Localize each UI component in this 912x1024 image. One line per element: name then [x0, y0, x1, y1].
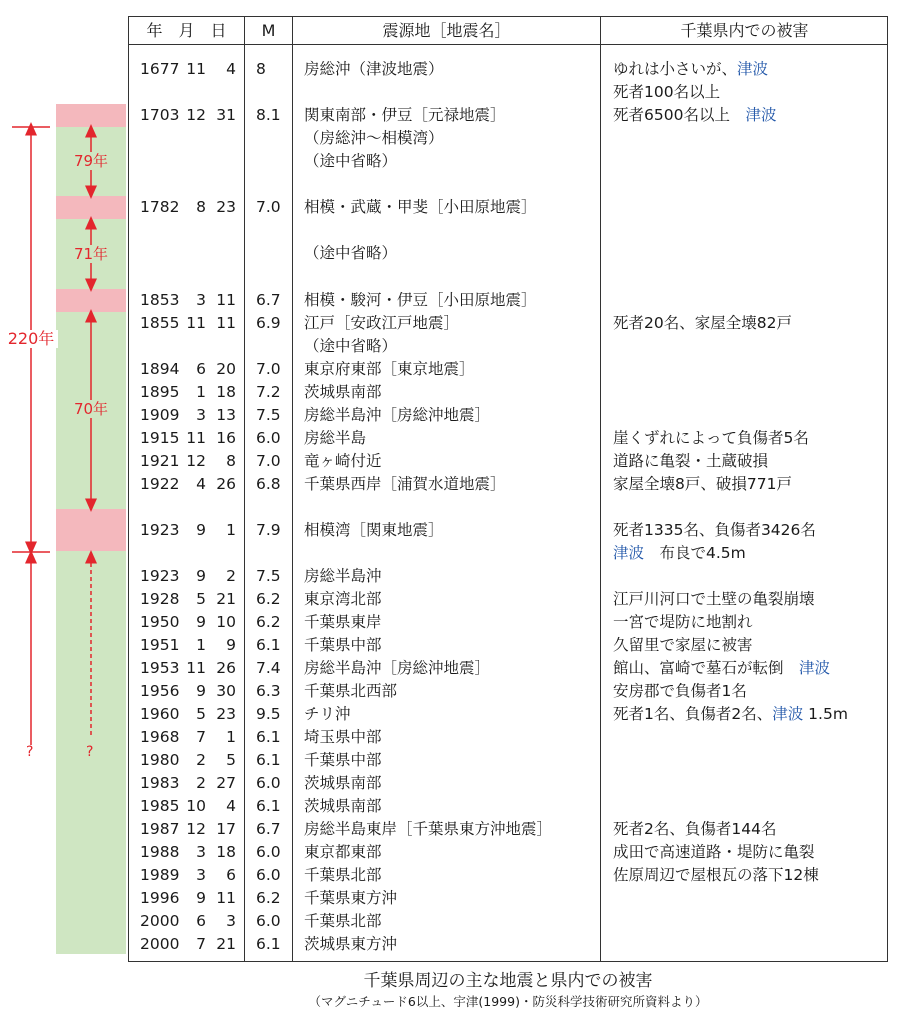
date-month: 3: [196, 843, 206, 861]
damage-text: 布良で4.5m: [644, 544, 746, 562]
row-magnitude: 6.2: [256, 889, 281, 907]
damage-text: 成田で高速道路・堤防に亀裂: [613, 843, 815, 861]
date-day: 18: [216, 383, 236, 401]
row-epicenter: （途中省略）: [304, 152, 398, 170]
row-magnitude: 6.7: [256, 820, 281, 838]
row-damage: [613, 611, 883, 634]
date-month: 2: [196, 751, 206, 769]
row-date: [140, 680, 240, 703]
row-epicenter: 茨城県南部: [304, 383, 382, 401]
row-date: [140, 381, 240, 404]
row-date: [140, 657, 240, 680]
row-damage: [613, 58, 883, 81]
row-magnitude: 7.5: [256, 406, 281, 424]
date-year: 1923: [140, 521, 180, 539]
date-day: 17: [216, 820, 236, 838]
row-epicenter: 千葉県北西部: [304, 682, 398, 700]
date-year: 1980: [140, 751, 180, 769]
row-magnitude: 7.5: [256, 567, 281, 585]
date-day: 26: [216, 659, 236, 677]
damage-text: 一宮で堤防に地割れ: [613, 613, 753, 631]
row-date: [140, 933, 240, 956]
row-magnitude: 6.1: [256, 751, 281, 769]
row-date: [140, 726, 240, 749]
damage-text: 道路に亀裂・土蔵破損: [613, 452, 769, 470]
row-magnitude: 6.0: [256, 429, 281, 447]
row-date: [140, 864, 240, 887]
row-epicenter: 房総半島沖［房総沖地震］: [304, 406, 491, 424]
date-month: 1: [196, 636, 206, 654]
tsunami-note: 津波: [745, 106, 777, 124]
tsunami-note: 津波: [613, 544, 645, 562]
date-day: 27: [216, 774, 236, 792]
interval-label-79: 79年: [66, 152, 116, 170]
row-epicenter: 東京府東部［東京地震］: [304, 360, 475, 378]
row-magnitude: 6.3: [256, 682, 281, 700]
date-month: 9: [196, 889, 206, 907]
row-epicenter: 房総半島沖［房総沖地震］: [304, 659, 491, 677]
date-month: 12: [186, 820, 206, 838]
date-day: 9: [226, 636, 236, 654]
damage-text: 安房郡で負傷者1名: [613, 682, 747, 700]
date-year: 1987: [140, 820, 180, 838]
row-damage: [613, 427, 883, 450]
date-month: 2: [196, 774, 206, 792]
date-day: 10: [216, 613, 236, 631]
date-year: 1988: [140, 843, 180, 861]
date-day: 23: [216, 705, 236, 723]
row-magnitude: 7.0: [256, 198, 281, 216]
date-month: 4: [196, 475, 206, 493]
date-day: 21: [216, 935, 236, 953]
row-magnitude: 6.0: [256, 774, 281, 792]
row-epicenter: 相模湾［関東地震］: [304, 521, 444, 539]
date-year: 1960: [140, 705, 180, 723]
damage-text: 江戸川河口で土壁の亀裂崩壊: [613, 590, 815, 608]
row-date: [140, 404, 240, 427]
date-year: 1782: [140, 198, 180, 216]
date-month: 9: [196, 521, 206, 539]
damage-text: 1.5m: [803, 705, 848, 723]
damage-text: 死者1335名、負傷者3426名: [613, 521, 816, 539]
date-day: 11: [216, 314, 236, 332]
row-damage: [613, 703, 883, 726]
date-day: 13: [216, 406, 236, 424]
date-day: 21: [216, 590, 236, 608]
row-damage: [613, 542, 883, 565]
row-magnitude: 6.1: [256, 636, 281, 654]
row-date: [140, 427, 240, 450]
row-date: [140, 58, 240, 81]
row-date: [140, 703, 240, 726]
damage-text: 死者1名、負傷者2名、: [613, 705, 773, 723]
row-epicenter: 千葉県西岸［浦賀水道地震］: [304, 475, 506, 493]
row-epicenter: 関東南部・伊豆［元禄地震］: [304, 106, 506, 124]
damage-text: 死者6500名以上: [613, 106, 746, 124]
date-day: 23: [216, 198, 236, 216]
date-year: 1894: [140, 360, 180, 378]
row-epicenter: 江戸［安政江戸地震］: [304, 314, 460, 332]
date-day: 3: [226, 912, 236, 930]
row-magnitude: 8.1: [256, 106, 281, 124]
date-year: 1909: [140, 406, 180, 424]
tsunami-note: 津波: [772, 705, 804, 723]
date-day: 2: [226, 567, 236, 585]
future-question-left: ?: [26, 744, 34, 760]
date-month: 6: [196, 912, 206, 930]
row-epicenter: 房総半島沖: [304, 567, 382, 585]
date-year: 1953: [140, 659, 180, 677]
date-year: 1983: [140, 774, 180, 792]
damage-text: 家屋全壊8戸、破損771戸: [613, 475, 792, 493]
row-magnitude: 6.7: [256, 291, 281, 309]
row-magnitude: 7.0: [256, 452, 281, 470]
damage-text: 死者2名、負傷者144名: [613, 820, 777, 838]
date-month: 12: [186, 452, 206, 470]
date-year: 1895: [140, 383, 180, 401]
row-magnitude: 6.2: [256, 613, 281, 631]
row-epicenter: 房総半島東岸［千葉県東方沖地震］: [304, 820, 553, 838]
row-date: [140, 588, 240, 611]
date-year: 1989: [140, 866, 180, 884]
date-day: 1: [226, 728, 236, 746]
date-month: 5: [196, 590, 206, 608]
col-divider-1: [244, 16, 245, 962]
row-magnitude: 6.0: [256, 866, 281, 884]
row-epicenter: 相模・駿河・伊豆［小田原地震］: [304, 291, 537, 309]
row-epicenter: チリ沖: [304, 705, 351, 723]
row-damage: [613, 634, 883, 657]
row-epicenter: （途中省略）: [304, 244, 398, 262]
row-date: [140, 565, 240, 588]
date-year: 1985: [140, 797, 180, 815]
row-date: [140, 358, 240, 381]
row-damage: [613, 473, 883, 496]
row-damage: [613, 588, 883, 611]
row-epicenter: 千葉県東岸: [304, 613, 382, 631]
row-damage: [613, 312, 883, 335]
row-damage: [613, 657, 883, 680]
row-magnitude: 6.1: [256, 728, 281, 746]
row-epicenter: 相模・武蔵・甲斐［小田原地震］: [304, 198, 537, 216]
row-epicenter: 千葉県東方沖: [304, 889, 398, 907]
date-month: 3: [196, 406, 206, 424]
row-epicenter: 千葉県北部: [304, 912, 382, 930]
date-month: 9: [196, 613, 206, 631]
header-magnitude: M: [261, 21, 276, 40]
row-epicenter: 茨城県南部: [304, 774, 382, 792]
row-epicenter: 埼玉県中部: [304, 728, 382, 746]
row-magnitude: 8: [256, 60, 266, 78]
row-epicenter: 千葉県北部: [304, 866, 382, 884]
date-month: 7: [196, 728, 206, 746]
row-magnitude: 7.4: [256, 659, 281, 677]
date-year: 1855: [140, 314, 180, 332]
date-year: 1703: [140, 106, 180, 124]
row-damage: [613, 450, 883, 473]
date-month: 8: [196, 198, 206, 216]
date-day: 18: [216, 843, 236, 861]
date-month: 11: [186, 60, 206, 78]
header-epicenter: 震源地［地震名］: [382, 21, 511, 40]
date-day: 30: [216, 682, 236, 700]
damage-text: 崖くずれによって負傷者5名: [613, 429, 809, 447]
interval-label-70: 70年: [66, 400, 116, 418]
date-month: 5: [196, 705, 206, 723]
date-year: 1853: [140, 291, 180, 309]
date-year: 1921: [140, 452, 180, 470]
row-magnitude: 6.9: [256, 314, 281, 332]
interval-label-220: 220年: [4, 330, 58, 348]
date-day: 6: [226, 866, 236, 884]
date-year: 2000: [140, 935, 180, 953]
date-day: 5: [226, 751, 236, 769]
row-magnitude: 7.9: [256, 521, 281, 539]
row-damage: [613, 680, 883, 703]
row-date: [140, 887, 240, 910]
row-epicenter: 千葉県中部: [304, 751, 382, 769]
figure-source: （マグニチュード6以上、宇津(1999)・防災科学技術研究所資料より）: [308, 994, 708, 1009]
row-date: [140, 473, 240, 496]
future-question-right: ?: [86, 744, 94, 760]
row-magnitude: 9.5: [256, 705, 281, 723]
date-day: 11: [216, 291, 236, 309]
tsunami-note: 津波: [737, 60, 769, 78]
interval-label-71: 71年: [66, 245, 116, 263]
row-date: [140, 196, 240, 219]
row-date: [140, 772, 240, 795]
row-damage: [613, 81, 883, 104]
date-year: 1922: [140, 475, 180, 493]
damage-text: 死者20名、家屋全壊82戸: [613, 314, 792, 332]
date-month: 11: [186, 429, 206, 447]
date-month: 1: [196, 383, 206, 401]
damage-text: 佐原周辺で屋根瓦の落下12棟: [613, 866, 819, 884]
tsunami-note: 津波: [799, 659, 831, 677]
row-date: [140, 104, 240, 127]
damage-text: 死者100名以上: [613, 83, 721, 101]
row-date: [140, 795, 240, 818]
date-day: 8: [226, 452, 236, 470]
row-damage: [613, 104, 883, 127]
row-magnitude: 6.2: [256, 590, 281, 608]
date-month: 10: [186, 797, 206, 815]
date-day: 26: [216, 475, 236, 493]
date-month: 9: [196, 682, 206, 700]
row-epicenter: 東京湾北部: [304, 590, 382, 608]
row-epicenter: 房総沖（津波地震）: [304, 60, 444, 78]
row-epicenter: 茨城県東方沖: [304, 935, 398, 953]
date-day: 31: [216, 106, 236, 124]
date-day: 4: [226, 60, 236, 78]
damage-text: ゆれは小さいが、: [613, 60, 738, 78]
date-year: 1951: [140, 636, 180, 654]
row-date: [140, 611, 240, 634]
row-magnitude: 6.1: [256, 797, 281, 815]
row-epicenter: （房総沖〜相模湾）: [304, 129, 444, 147]
date-month: 11: [186, 314, 206, 332]
date-month: 7: [196, 935, 206, 953]
row-magnitude: 7.2: [256, 383, 281, 401]
row-damage: [613, 864, 883, 887]
row-date: [140, 634, 240, 657]
row-date: [140, 910, 240, 933]
date-year: 1996: [140, 889, 180, 907]
header-divider: [128, 44, 888, 45]
date-year: 1923: [140, 567, 180, 585]
date-month: 3: [196, 866, 206, 884]
row-epicenter: （途中省略）: [304, 337, 398, 355]
date-year: 1928: [140, 590, 180, 608]
row-date: [140, 818, 240, 841]
date-year: 2000: [140, 912, 180, 930]
date-day: 4: [226, 797, 236, 815]
header-damage: 千葉県内での被害: [680, 21, 809, 40]
row-damage: [613, 519, 883, 542]
row-epicenter: 房総半島: [304, 429, 367, 447]
damage-text: 久留里で家屋に被害: [613, 636, 753, 654]
date-year: 1950: [140, 613, 180, 631]
date-month: 3: [196, 291, 206, 309]
row-date: [140, 312, 240, 335]
date-month: 9: [196, 567, 206, 585]
figure-title: 千葉県周辺の主な地震と県内での被害: [363, 971, 653, 991]
row-date: [140, 841, 240, 864]
col-divider-3: [600, 16, 601, 962]
date-year: 1677: [140, 60, 180, 78]
date-day: 11: [216, 889, 236, 907]
date-month: 6: [196, 360, 206, 378]
row-date: [140, 519, 240, 542]
row-magnitude: 6.0: [256, 912, 281, 930]
header-date: 年 月 日: [146, 21, 227, 40]
row-damage: [613, 841, 883, 864]
col-divider-2: [292, 16, 293, 962]
date-day: 1: [226, 521, 236, 539]
row-magnitude: 6.8: [256, 475, 281, 493]
damage-text: 館山、富崎で墓石が転倒: [613, 659, 800, 677]
row-epicenter: 千葉県中部: [304, 636, 382, 654]
row-date: [140, 289, 240, 312]
row-magnitude: 6.0: [256, 843, 281, 861]
row-magnitude: 7.0: [256, 360, 281, 378]
row-magnitude: 6.1: [256, 935, 281, 953]
row-epicenter: 竜ヶ崎付近: [304, 452, 382, 470]
date-day: 16: [216, 429, 236, 447]
date-year: 1968: [140, 728, 180, 746]
date-month: 12: [186, 106, 206, 124]
date-day: 20: [216, 360, 236, 378]
row-epicenter: 茨城県南部: [304, 797, 382, 815]
date-month: 11: [186, 659, 206, 677]
row-damage: [613, 818, 883, 841]
row-date: [140, 450, 240, 473]
row-epicenter: 東京都東部: [304, 843, 382, 861]
row-date: [140, 749, 240, 772]
date-year: 1956: [140, 682, 180, 700]
date-year: 1915: [140, 429, 180, 447]
